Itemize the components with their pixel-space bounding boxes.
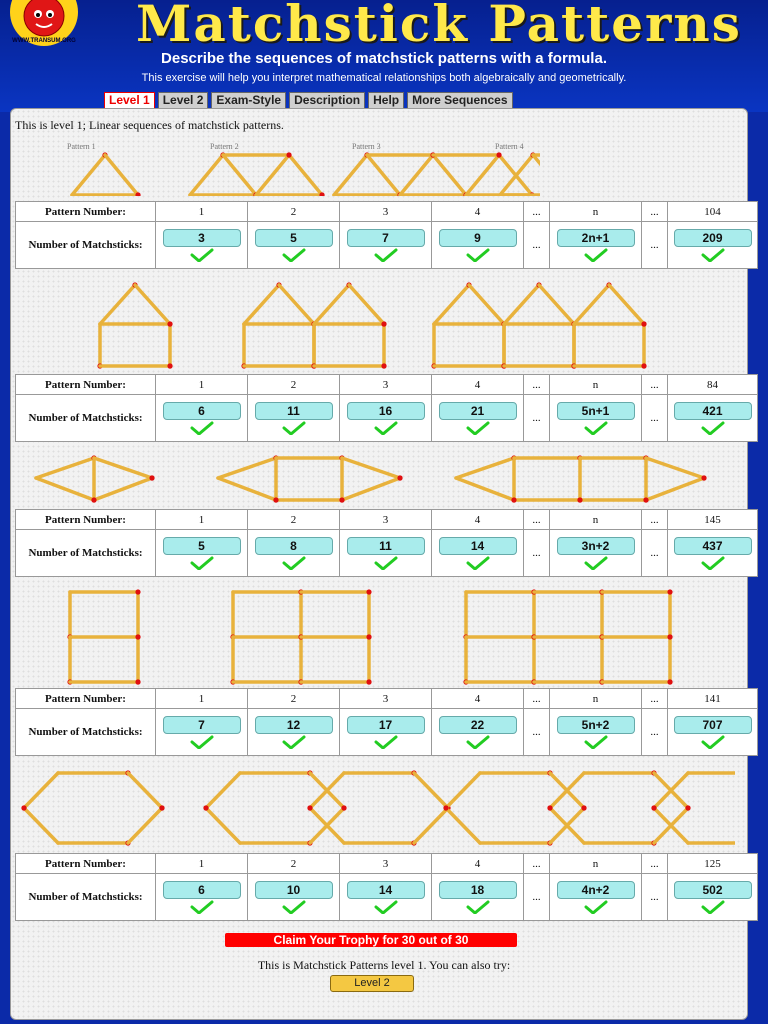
matchstick xyxy=(223,155,256,195)
footer-text: This is Matchstick Patterns level 1. You can also try: xyxy=(257,958,511,972)
ellipsis-cell: ... xyxy=(642,854,668,874)
pattern-number-cell: n xyxy=(550,689,642,709)
matchstick xyxy=(469,285,504,324)
answer-input[interactable]: 3n+2 xyxy=(557,537,635,555)
matchsticks-cell xyxy=(550,709,642,756)
ellipsis-cell: ... xyxy=(524,689,550,709)
triangle-patterns-figure xyxy=(60,148,540,196)
matchstick xyxy=(279,285,314,324)
checkmark-icon xyxy=(190,248,214,262)
answer-input[interactable]: 16 xyxy=(347,402,425,420)
grid-pattern-3 xyxy=(463,589,672,684)
matchstick xyxy=(400,155,433,195)
matchsticks-label: Number of Matchsticks: xyxy=(16,530,156,577)
ellipsis-cell: ... xyxy=(524,222,550,269)
pattern-number-cell: 1 xyxy=(156,510,248,530)
grid-pattern-1 xyxy=(67,589,140,684)
matchsticks-cell xyxy=(432,709,524,756)
pattern-number-cell: n xyxy=(550,854,642,874)
house-patterns-figure xyxy=(90,278,660,372)
matchstick-head xyxy=(577,497,582,502)
answer-input[interactable]: 3 xyxy=(163,229,241,247)
checkmark-icon xyxy=(466,248,490,262)
matchsticks-cell xyxy=(668,709,758,756)
sequence-table-5 xyxy=(15,853,758,921)
matchsticks-cell xyxy=(248,395,340,442)
matchsticks-cell xyxy=(668,395,758,442)
ellipsis-cell: ... xyxy=(642,530,668,577)
answer-input[interactable]: 9 xyxy=(439,229,517,247)
matchstick xyxy=(94,478,152,500)
matchstick-head xyxy=(21,805,26,810)
matchstick xyxy=(446,773,480,808)
ellipsis-cell: ... xyxy=(524,874,550,921)
matchstick-head xyxy=(443,805,448,810)
checkmark-icon xyxy=(701,556,725,570)
checkmark-icon xyxy=(584,556,608,570)
ellipsis-cell: ... xyxy=(524,395,550,442)
matchstick xyxy=(289,155,322,195)
claim-trophy-button[interactable]: Claim Your Trophy for 30 out of 30 xyxy=(225,933,517,947)
checkmark-icon xyxy=(190,421,214,435)
sequence-table-2 xyxy=(15,374,758,442)
matchsticks-cell xyxy=(432,874,524,921)
answer-input[interactable]: 14 xyxy=(439,537,517,555)
matchstick-head xyxy=(341,805,346,810)
answer-input[interactable]: 502 xyxy=(674,881,752,899)
triangle-pattern-4 xyxy=(500,152,540,196)
matchstick-head xyxy=(91,497,96,502)
pattern-label-1: Pattern 1 xyxy=(67,142,96,151)
ellipsis-cell: ... xyxy=(642,874,668,921)
pattern-number-cell: n xyxy=(550,375,642,395)
pattern-number-cell: 3 xyxy=(340,854,432,874)
matchstick-head xyxy=(203,805,208,810)
answer-input[interactable]: 437 xyxy=(674,537,752,555)
answer-input[interactable]: 2n+1 xyxy=(557,229,635,247)
matchstick-head xyxy=(643,497,648,502)
matchstick-head xyxy=(667,589,672,594)
matchsticks-cell xyxy=(340,530,432,577)
pattern-number-cell: n xyxy=(550,202,642,222)
matchstick xyxy=(342,458,400,478)
hexagon-pattern-3 xyxy=(443,770,735,845)
matchsticks-cell xyxy=(156,395,248,442)
matchsticks-cell xyxy=(156,530,248,577)
answer-input[interactable]: 22 xyxy=(439,716,517,734)
ellipsis-cell: ... xyxy=(524,510,550,530)
pattern-number-cell: 3 xyxy=(340,689,432,709)
matchsticks-label: Number of Matchsticks: xyxy=(16,222,156,269)
matchsticks-cell xyxy=(156,709,248,756)
pattern-label-3: Pattern 3 xyxy=(352,142,381,151)
matchsticks-cell xyxy=(340,709,432,756)
answer-input[interactable]: 12 xyxy=(255,716,333,734)
tab-level-2[interactable]: Level 2 xyxy=(158,92,209,109)
matchsticks-cell xyxy=(248,530,340,577)
matchstick-head xyxy=(159,805,164,810)
checkmark-icon xyxy=(466,900,490,914)
pattern-number-cell: 1 xyxy=(156,854,248,874)
checkmark-icon xyxy=(282,735,306,749)
answer-input[interactable]: 5n+1 xyxy=(557,402,635,420)
answer-input[interactable]: 18 xyxy=(439,881,517,899)
matchstick-head xyxy=(149,475,154,480)
matchstick xyxy=(609,285,644,324)
checkmark-icon xyxy=(584,421,608,435)
matchstick-head xyxy=(651,805,656,810)
checkmark-icon xyxy=(374,248,398,262)
answer-input[interactable]: 421 xyxy=(674,402,752,420)
matchstick xyxy=(456,478,514,500)
matchstick-head xyxy=(167,321,172,326)
matchstick-head xyxy=(135,634,140,639)
matchstick-head xyxy=(641,363,646,368)
matchsticks-cell xyxy=(550,874,642,921)
matchstick-head xyxy=(397,475,402,480)
answer-input[interactable]: 209 xyxy=(674,229,752,247)
tab-exam-style[interactable]: Exam-Style xyxy=(211,92,286,109)
matchstick xyxy=(105,155,138,195)
matchstick xyxy=(244,285,279,324)
matchsticks-cell xyxy=(340,874,432,921)
house-pattern-3 xyxy=(431,282,646,368)
pattern-number-cell: 1 xyxy=(156,689,248,709)
triangle-pattern-2 xyxy=(190,152,325,196)
pattern-number-label: Pattern Number: xyxy=(16,202,156,222)
pattern-number-cell: 125 xyxy=(668,854,758,874)
checkmark-icon xyxy=(466,421,490,435)
hexagon-pattern-1 xyxy=(21,770,164,845)
pattern-number-cell: 2 xyxy=(248,202,340,222)
page-title: Matchstick Patterns xyxy=(136,0,742,53)
matchstick xyxy=(100,285,135,324)
checkmark-icon xyxy=(190,900,214,914)
matchstick-head xyxy=(339,497,344,502)
checkmark-icon xyxy=(374,421,398,435)
pattern-number-cell: 4 xyxy=(432,854,524,874)
ellipsis-cell: ... xyxy=(642,202,668,222)
answer-input[interactable]: 5 xyxy=(255,229,333,247)
matchsticks-cell xyxy=(668,874,758,921)
matchsticks-label: Number of Matchsticks: xyxy=(16,395,156,442)
pattern-number-cell: 3 xyxy=(340,202,432,222)
tab-more-sequences[interactable]: More Sequences xyxy=(407,92,512,109)
pattern-number-label: Pattern Number: xyxy=(16,510,156,530)
answer-input[interactable]: 8 xyxy=(255,537,333,555)
matchstick xyxy=(135,285,170,324)
checkmark-icon xyxy=(282,900,306,914)
pattern-number-cell: n xyxy=(550,510,642,530)
matchstick-head xyxy=(667,679,672,684)
matchstick xyxy=(314,285,349,324)
diamond-pattern-3 xyxy=(456,455,707,502)
pattern-number-cell: 1 xyxy=(156,202,248,222)
matchstick xyxy=(94,458,152,478)
matchstick xyxy=(256,155,289,195)
matchsticks-cell xyxy=(340,222,432,269)
matchsticks-cell xyxy=(156,874,248,921)
matchstick-head xyxy=(135,679,140,684)
apple-logo-icon[interactable] xyxy=(2,0,98,48)
matchstick xyxy=(349,285,384,324)
checkmark-icon xyxy=(701,421,725,435)
matchstick-head xyxy=(496,152,501,157)
answer-input[interactable]: 14 xyxy=(347,881,425,899)
pattern-number-cell: 1 xyxy=(156,375,248,395)
matchstick-head xyxy=(667,634,672,639)
matchstick xyxy=(433,155,466,195)
pattern-number-label: Pattern Number: xyxy=(16,689,156,709)
pattern-number-label: Pattern Number: xyxy=(16,375,156,395)
pattern-number-cell: 84 xyxy=(668,375,758,395)
matchsticks-label: Number of Matchsticks: xyxy=(16,709,156,756)
answer-input[interactable]: 6 xyxy=(163,881,241,899)
matchstick-head xyxy=(381,321,386,326)
answer-input[interactable]: 7 xyxy=(163,716,241,734)
checkmark-icon xyxy=(584,900,608,914)
matchstick xyxy=(24,773,58,808)
matchstick xyxy=(128,808,162,843)
intro-text: This is level 1; Linear sequences of matchstick patterns. xyxy=(15,118,284,132)
answer-input[interactable]: 11 xyxy=(255,402,333,420)
matchstick-head xyxy=(511,497,516,502)
matchstick xyxy=(24,808,58,843)
matchstick xyxy=(414,773,448,808)
sequence-table-1 xyxy=(15,201,758,269)
checkmark-icon xyxy=(282,421,306,435)
pattern-number-cell: 104 xyxy=(668,202,758,222)
tab-description[interactable]: Description xyxy=(289,92,365,109)
matchstick-head xyxy=(273,497,278,502)
checkmark-icon xyxy=(190,735,214,749)
ellipsis-cell: ... xyxy=(642,709,668,756)
matchsticks-cell xyxy=(668,222,758,269)
checkmark-icon xyxy=(701,900,725,914)
ellipsis-cell: ... xyxy=(524,709,550,756)
house-pattern-1 xyxy=(97,282,172,368)
checkmark-icon xyxy=(584,248,608,262)
ellipsis-cell: ... xyxy=(524,375,550,395)
page-subtitle: Describe the sequences of matchstick patterns with a formula. xyxy=(161,50,607,67)
matchstick-head xyxy=(641,321,646,326)
matchsticks-cell xyxy=(340,395,432,442)
matchstick xyxy=(206,808,240,843)
level-2-button[interactable]: Level 2 xyxy=(330,975,414,992)
matchstick xyxy=(446,808,480,843)
house-pattern-2 xyxy=(241,282,386,368)
matchstick xyxy=(218,478,276,500)
checkmark-icon xyxy=(584,735,608,749)
pattern-number-cell: 2 xyxy=(248,854,340,874)
pattern-number-cell: 4 xyxy=(432,689,524,709)
sequence-table-3 xyxy=(15,509,758,577)
matchstick xyxy=(646,478,704,500)
ellipsis-cell: ... xyxy=(642,375,668,395)
matchstick-head xyxy=(167,363,172,368)
matchstick xyxy=(36,458,94,478)
sequence-table-4 xyxy=(15,688,758,756)
checkmark-icon xyxy=(374,900,398,914)
matchstick-head xyxy=(135,589,140,594)
matchsticks-cell xyxy=(248,874,340,921)
checkmark-icon xyxy=(466,735,490,749)
triangle-pattern-1 xyxy=(72,152,141,196)
matchstick-head xyxy=(547,805,552,810)
matchsticks-cell xyxy=(248,222,340,269)
matchstick-head xyxy=(581,805,586,810)
matchstick xyxy=(414,808,448,843)
ellipsis-cell: ... xyxy=(642,510,668,530)
pattern-number-cell: 3 xyxy=(340,375,432,395)
checkmark-icon xyxy=(374,556,398,570)
pattern-number-cell: 2 xyxy=(248,689,340,709)
pattern-number-cell: 4 xyxy=(432,375,524,395)
matchsticks-cell xyxy=(248,709,340,756)
diamond-patterns-figure xyxy=(30,450,720,510)
pattern-number-cell: 4 xyxy=(432,202,524,222)
matchstick xyxy=(539,285,574,324)
matchsticks-cell xyxy=(432,395,524,442)
grid-pattern-2 xyxy=(230,589,371,684)
tab-help[interactable]: Help xyxy=(368,92,404,109)
answer-input[interactable]: 6 xyxy=(163,402,241,420)
answer-input[interactable]: 707 xyxy=(674,716,752,734)
ellipsis-cell: ... xyxy=(642,689,668,709)
pattern-number-cell: 2 xyxy=(248,510,340,530)
matchsticks-cell xyxy=(432,222,524,269)
matchstick xyxy=(72,155,105,195)
matchstick-head xyxy=(366,589,371,594)
answer-input[interactable]: 10 xyxy=(255,881,333,899)
matchsticks-cell xyxy=(156,222,248,269)
checkmark-icon xyxy=(701,248,725,262)
matchsticks-cell xyxy=(550,395,642,442)
matchstick xyxy=(128,773,162,808)
answer-input[interactable]: 21 xyxy=(439,402,517,420)
hexagon-patterns-figure xyxy=(15,766,735,850)
matchstick xyxy=(218,458,276,478)
page-description: This exercise will help you interpret mathematical relationships both algebraically and geometrically. xyxy=(141,72,627,84)
matchsticks-cell xyxy=(550,530,642,577)
answer-input[interactable]: 5n+2 xyxy=(557,716,635,734)
matchstick xyxy=(646,458,704,478)
pattern-label-4: Pattern 4 xyxy=(495,142,524,151)
matchstick-head xyxy=(286,152,291,157)
hexagon-pattern-2 xyxy=(203,770,450,845)
diamond-pattern-1 xyxy=(36,455,155,502)
ellipsis-cell: ... xyxy=(642,395,668,442)
checkmark-icon xyxy=(190,556,214,570)
matchstick xyxy=(190,155,223,195)
pattern-number-label: Pattern Number: xyxy=(16,854,156,874)
checkmark-icon xyxy=(282,556,306,570)
matchstick xyxy=(342,478,400,500)
matchstick xyxy=(206,773,240,808)
matchstick xyxy=(36,478,94,500)
ellipsis-cell: ... xyxy=(524,854,550,874)
checkmark-icon xyxy=(374,735,398,749)
matchstick xyxy=(334,155,367,195)
ellipsis-cell: ... xyxy=(642,222,668,269)
matchstick xyxy=(504,285,539,324)
matchstick-head xyxy=(701,475,706,480)
matchsticks-label: Number of Matchsticks: xyxy=(16,874,156,921)
answer-input[interactable]: 4n+2 xyxy=(557,881,635,899)
diamond-pattern-2 xyxy=(218,455,403,502)
answer-input[interactable]: 5 xyxy=(163,537,241,555)
matchstick-head xyxy=(307,805,312,810)
matchstick xyxy=(456,458,514,478)
pattern-number-cell: 141 xyxy=(668,689,758,709)
tab-level-1[interactable]: Level 1 xyxy=(104,92,155,109)
pattern-number-cell: 145 xyxy=(668,510,758,530)
grid-patterns-figure xyxy=(60,585,680,689)
ellipsis-cell: ... xyxy=(524,202,550,222)
matchstick-head xyxy=(366,679,371,684)
answer-input[interactable]: 11 xyxy=(347,537,425,555)
matchstick-head xyxy=(685,805,690,810)
matchstick xyxy=(367,155,400,195)
tab-bar xyxy=(104,92,513,108)
pattern-label-2: Pattern 2 xyxy=(210,142,239,151)
matchsticks-cell xyxy=(668,530,758,577)
pattern-number-cell: 2 xyxy=(248,375,340,395)
matchstick xyxy=(533,155,540,195)
answer-input[interactable]: 7 xyxy=(347,229,425,247)
matchstick-head xyxy=(381,363,386,368)
matchstick xyxy=(434,285,469,324)
svg-text:WWW.TRANSUM.ORG: WWW.TRANSUM.ORG xyxy=(12,38,76,44)
pattern-number-cell: 3 xyxy=(340,510,432,530)
ellipsis-cell: ... xyxy=(524,530,550,577)
answer-input[interactable]: 17 xyxy=(347,716,425,734)
matchsticks-cell xyxy=(550,222,642,269)
checkmark-icon xyxy=(466,556,490,570)
matchstick xyxy=(466,155,499,195)
matchsticks-cell xyxy=(432,530,524,577)
matchstick xyxy=(574,285,609,324)
matchstick-head xyxy=(366,634,371,639)
pattern-number-cell: 4 xyxy=(432,510,524,530)
checkmark-icon xyxy=(701,735,725,749)
checkmark-icon xyxy=(282,248,306,262)
